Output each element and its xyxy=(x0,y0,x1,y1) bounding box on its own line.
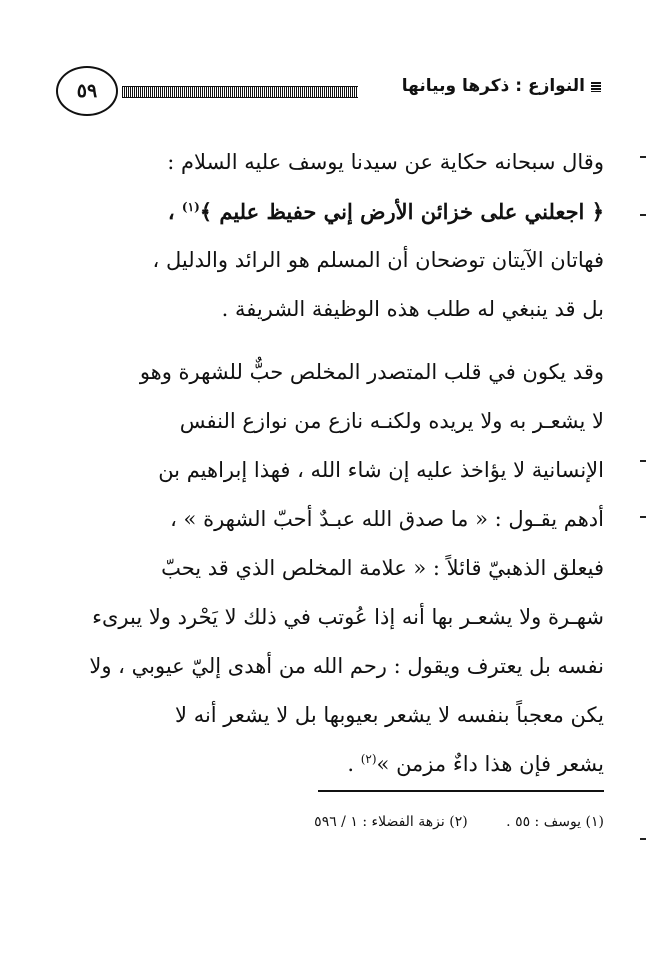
text-line: يشعر فإن هذا داءٌ مزمن » xyxy=(376,752,604,776)
scan-mark xyxy=(640,460,646,462)
header-ornament-icon xyxy=(591,82,601,92)
page-header xyxy=(56,66,601,126)
footnotes xyxy=(146,814,604,838)
body-text xyxy=(54,138,604,789)
scan-mark xyxy=(640,214,646,216)
footnote-2: (٢) نزهة الفضلاء : ١ / ٥٩٦ xyxy=(314,814,468,830)
line-punctuation: . xyxy=(347,752,355,776)
text-line: يكن معجباً بنفسه لا يشعر بعيوبها بل لا يشعر أنه لا xyxy=(175,703,604,727)
scan-mark xyxy=(640,838,646,840)
footnote-ref-1: (١) xyxy=(181,200,200,214)
running-title: النوازع : ذكرها وبيانها xyxy=(401,76,585,96)
scan-mark xyxy=(640,156,646,158)
footnote-1: (١) يوسف : ٥٥ . xyxy=(506,814,604,830)
scan-mark xyxy=(640,516,646,518)
text-line: وقد يكون في قلب المتصدر المخلص حبٌّ للشهرة وهو xyxy=(139,360,604,384)
last-text-line xyxy=(54,740,604,789)
quran-verse: ﴿ اجعلني على خزائن الأرض إني حفيظ عليم ﴾ xyxy=(199,199,604,224)
line-punctuation: ، xyxy=(167,199,175,224)
header-decorative-rule xyxy=(122,86,358,98)
text-line: وقال سبحانه حكاية عن سيدنا يوسف عليه السلام : xyxy=(167,150,604,174)
text-line: فيعلق الذهبيّ قائلاً : « علامة المخلص الذي قد يحبّ xyxy=(161,556,604,580)
text-line: فهاتان الآيتان توضحان أن المسلم هو الرائد والدليل ، xyxy=(152,248,604,272)
page-number: ٥٩ xyxy=(56,66,118,116)
text-line: لا يشعـر به ولا يريده ولكنـه نازع من نوازع النفس xyxy=(179,409,604,433)
text-line: أدهم يقـول : « ما صدق الله عبـدٌ أحبّ الشهرة » ، xyxy=(170,507,604,531)
text-line: بل قد ينبغي له طلب هذه الوظيفة الشريفة . xyxy=(221,297,604,321)
footnote-ref-2: (٢) xyxy=(360,752,377,766)
text-line: شهـرة ولا يشعـر بها أنه إذا عُوتب في ذلك لا يَحْرد ولا يبرىء xyxy=(92,605,604,629)
text-line: نفسه بل يعترف ويقول : رحم الله من أهدى إليّ عيوبي ، ولا xyxy=(89,654,604,678)
quran-verse-line xyxy=(54,187,604,236)
footnote-divider xyxy=(318,790,604,792)
paragraph-gap xyxy=(54,334,604,348)
text-line: الإنسانية لا يؤاخذ عليه إن شاء الله ، فهذا إبراهيم بن xyxy=(158,458,604,482)
